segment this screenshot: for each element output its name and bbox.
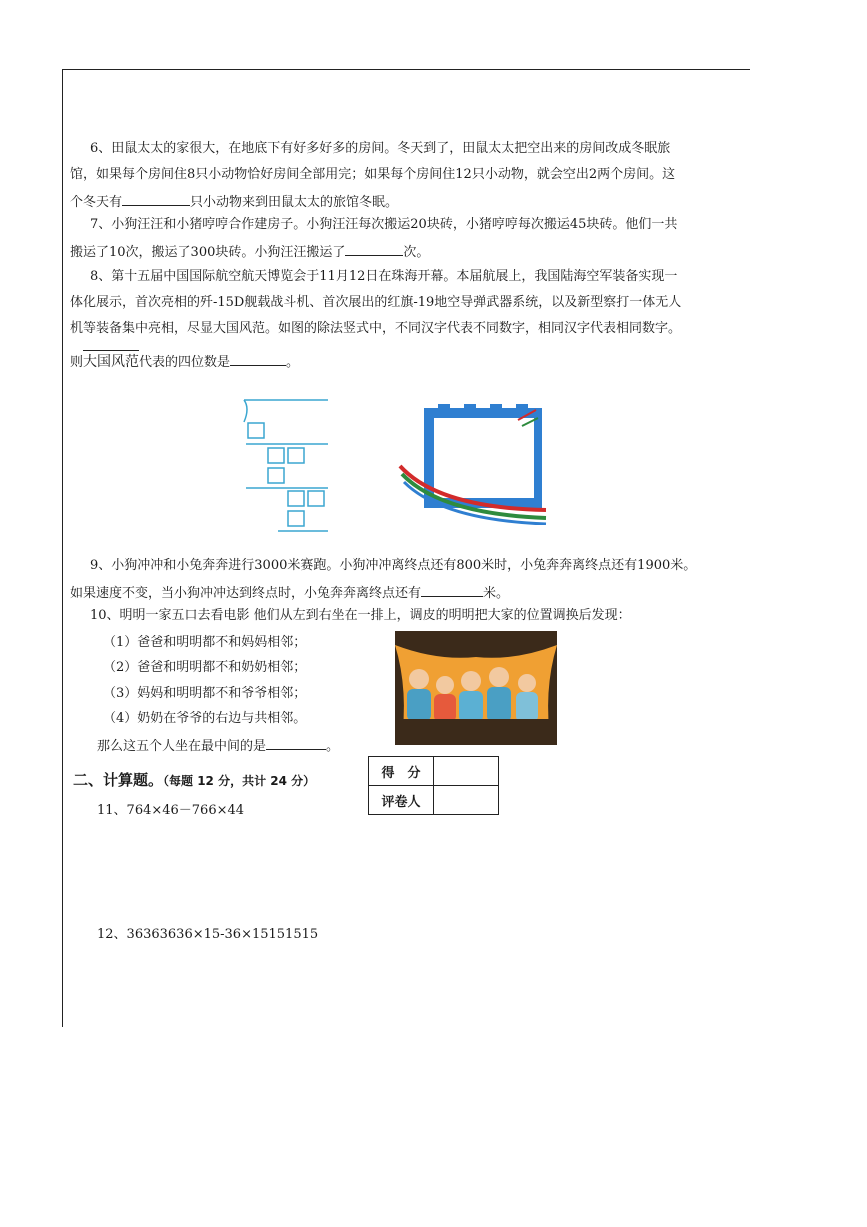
q7-line1: 7、小狗汪汪和小猪哼哼合作建房子。小狗汪汪每次搬运20块砖，小猪哼哼每次搬运45块砖。他们一共 [90,217,678,232]
seat-row-icon [399,719,553,745]
digit-box [288,491,304,506]
q8-overlined-number: 大国风范 [83,350,139,372]
page-frame-top [62,69,750,70]
q10-question [97,735,339,757]
q7-line2-prefix: 搬运了10次，搬运了300块砖。小狗汪汪搬运了 [70,245,346,260]
q10-intro: 10、明明一家五口去看电影 他们从左到右坐在一排上，调皮的明明把大家的位置调换后发现： [90,608,631,623]
q9-line2-suffix: 米。 [483,586,510,601]
digit-box [248,423,264,438]
q7-line2 [70,241,429,263]
grader-label: 评卷人 [369,786,434,815]
q9-line2 [70,582,509,604]
score-table [368,756,499,815]
q10-ask-suffix: 。 [326,739,340,754]
q7-answer-blank[interactable] [345,241,403,256]
calc-question-11: 11、764×46－766×44 [97,803,245,818]
q10-condition-2: （2）爸爸和明明都不和奶奶相邻； [103,660,307,675]
q6-answer-blank[interactable] [122,191,190,206]
q6-line3-suffix: 只小动物来到田鼠太太的旅馆冬眠。 [190,195,399,210]
digit-box [288,511,304,526]
digit-box [288,448,304,463]
q8-line1: 8、第十五届中国国际航空航天博览会于11月12日在珠海开幕。本届航展上，我国陆海空军装备实现一 [90,269,678,284]
q8-line4-mid: 代表的四位数是 [139,355,231,370]
q8-line2: 体化展示，首次亮相的歼-15D舰载战斗机、首次展出的红旗-19地空导弹武器系统，以及新型察打一体无人 [70,295,682,310]
digit-box [308,491,324,506]
q7-line2-suffix: 次。 [403,245,430,260]
q6-line1: 6、田鼠太太的家很大，在地底下有好多好多的房间。冬天到了，田鼠太太把空出来的房间改成冬眠旅 [90,141,671,156]
score-value-cell[interactable] [434,757,499,786]
q8-line4 [70,350,299,373]
grader-value-cell[interactable] [434,786,499,815]
logo-panel [434,418,534,498]
q6-line3-prefix: 个冬天有 [70,195,123,210]
calc-question-12: 12、36363636×15-36×15151515 [97,927,319,942]
q6-line3 [70,191,398,213]
digit-box [268,448,284,463]
q10-answer-blank[interactable] [266,735,326,750]
long-division-figure [228,378,348,548]
q10-condition-4: （4）奶奶在爷爷的右边与共相邻。 [103,711,307,726]
score-label: 得 分 [369,757,434,786]
section-2-title: 二、计算题。 [73,771,164,789]
q8-line4-prefix: 则 [70,355,84,370]
section-2-heading [73,770,315,791]
section-2-note: （每题 12 分，共计 24 分） [163,774,316,788]
division-bracket [244,400,247,422]
digit-box [268,468,284,483]
q10-ask-prefix: 那么这五个人坐在最中间的是 [97,739,267,754]
q6-line2: 馆，如果每个房间住8只小动物恰好房间全部用完；如果每个房间住12只小动物，就会空出2两个房间。这 [70,167,676,182]
q8-line4-suffix: 。 [286,355,300,370]
page-frame-left [62,69,63,1027]
q10-condition-3: （3）妈妈和明明都不和爷爷相邻； [103,686,307,701]
q9-answer-blank[interactable] [421,582,483,597]
q9-line1: 9、小狗冲冲和小兔奔奔进行3000米赛跑。小狗冲冲离终点还有800米时，小兔奔奔离终点还有1900米。 [90,558,697,573]
cinema-family-illustration [395,631,557,745]
airshow-china-logo [398,400,548,525]
q9-line2-prefix: 如果速度不变，当小狗冲冲达到终点时，小兔奔奔离终点还有 [70,586,422,601]
q10-condition-1: （1）爸爸和明明都不和妈妈相邻； [103,635,307,650]
q8-answer-blank[interactable] [230,351,286,366]
q8-line3: 机等装备集中亮相，尽显大国风范。如图的除法竖式中，不同汉字代表不同数字，相同汉字代表相同数字。 [70,321,682,336]
